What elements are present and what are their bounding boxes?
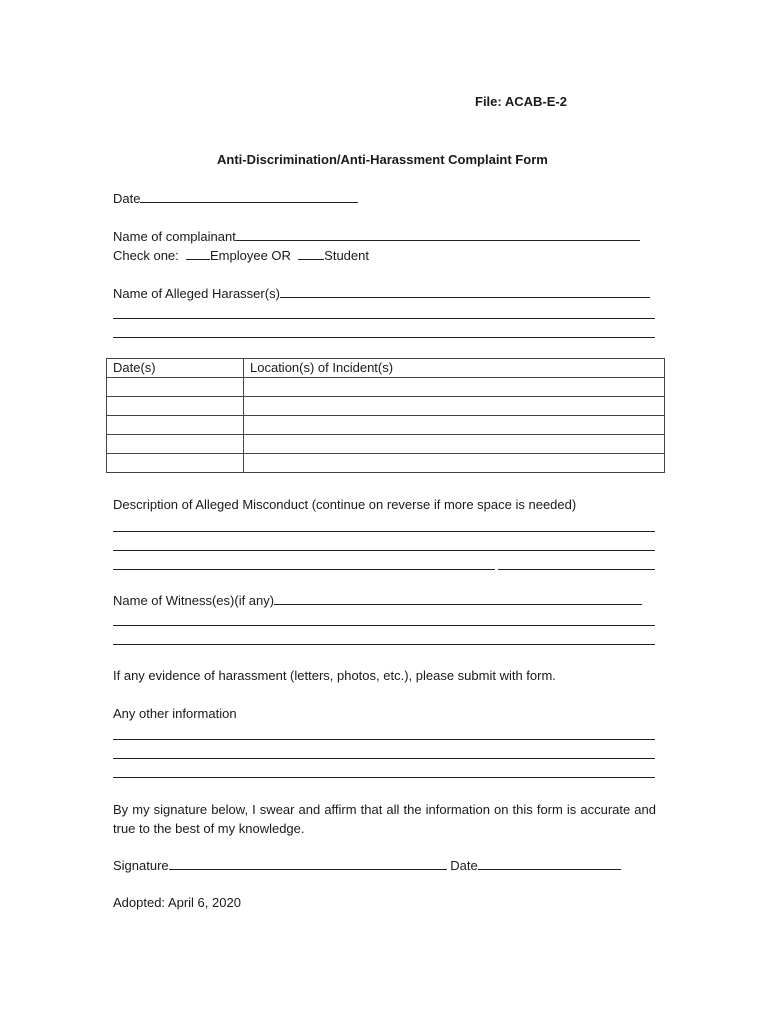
witness-line-2[interactable]	[113, 625, 655, 626]
table-row	[107, 378, 665, 397]
incident-table-header	[107, 359, 665, 378]
incident-table	[106, 358, 665, 473]
date-field-row	[113, 190, 358, 207]
complainant-blank[interactable]	[236, 228, 640, 241]
date-label: Date	[113, 191, 141, 206]
witness-line-3[interactable]	[113, 644, 655, 645]
adopted-date: Adopted: April 6, 2020	[113, 895, 241, 910]
signature-row	[113, 857, 621, 874]
incident-date-cell[interactable]	[107, 397, 244, 416]
incident-location-cell[interactable]	[244, 416, 665, 435]
check-one-row	[113, 247, 369, 264]
harasser-label: Name of Alleged Harasser(s)	[113, 286, 280, 301]
incident-date-cell[interactable]	[107, 435, 244, 454]
incident-date-cell[interactable]	[107, 416, 244, 435]
witness-blank[interactable]	[274, 592, 642, 605]
table-row	[107, 397, 665, 416]
student-check-blank[interactable]	[298, 247, 324, 260]
affirmation-text: By my signature below, I swear and affirm that all the information on this form is accurate and true to the best of my knowledge.	[113, 802, 656, 836]
harasser-field-row	[113, 285, 650, 302]
evidence-note: If any evidence of harassment (letters, photos, etc.), please submit with form.	[113, 668, 556, 683]
other-info-line-2[interactable]	[113, 758, 655, 759]
other-info-line-3[interactable]	[113, 777, 655, 778]
employee-check-blank[interactable]	[186, 247, 210, 260]
form-title: Anti-Discrimination/Anti-Harassment Complaint Form	[217, 152, 548, 167]
check-one-label: Check one:	[113, 248, 179, 263]
date-blank[interactable]	[140, 190, 358, 203]
table-row	[107, 454, 665, 473]
harasser-line-3[interactable]	[113, 337, 655, 338]
signature-label: Signature	[113, 858, 169, 873]
description-line-1[interactable]	[113, 531, 655, 532]
other-info-line-1[interactable]	[113, 739, 655, 740]
signature-date-label: Date	[450, 858, 478, 873]
witness-label: Name of Witness(es)(if any)	[113, 593, 275, 608]
description-line-3b[interactable]	[498, 569, 655, 570]
incident-location-cell[interactable]	[244, 397, 665, 416]
description-label: Description of Alleged Misconduct (continue on reverse if more space is needed)	[113, 497, 577, 512]
employee-option-label: Employee OR	[210, 248, 291, 263]
harasser-blank[interactable]	[280, 285, 650, 298]
witness-field-row	[113, 592, 642, 609]
table-row	[107, 416, 665, 435]
student-option-label: Student	[324, 248, 369, 263]
harasser-line-2[interactable]	[113, 318, 655, 319]
dates-header: Date(s)	[107, 359, 244, 378]
incident-date-cell[interactable]	[107, 378, 244, 397]
complainant-field-row	[113, 228, 640, 245]
incident-location-cell[interactable]	[244, 454, 665, 473]
signature-blank[interactable]	[169, 857, 447, 870]
description-line-3a[interactable]	[113, 569, 495, 570]
incident-location-cell[interactable]	[244, 435, 665, 454]
incident-date-cell[interactable]	[107, 454, 244, 473]
table-row	[107, 435, 665, 454]
incident-location-cell[interactable]	[244, 378, 665, 397]
description-line-2[interactable]	[113, 550, 655, 551]
other-info-label: Any other information	[113, 706, 237, 721]
locations-header: Location(s) of Incident(s)	[244, 359, 665, 378]
signature-date-blank[interactable]	[478, 857, 621, 870]
complainant-label: Name of complainant	[113, 229, 236, 244]
file-code: File: ACAB-E-2	[475, 94, 567, 109]
